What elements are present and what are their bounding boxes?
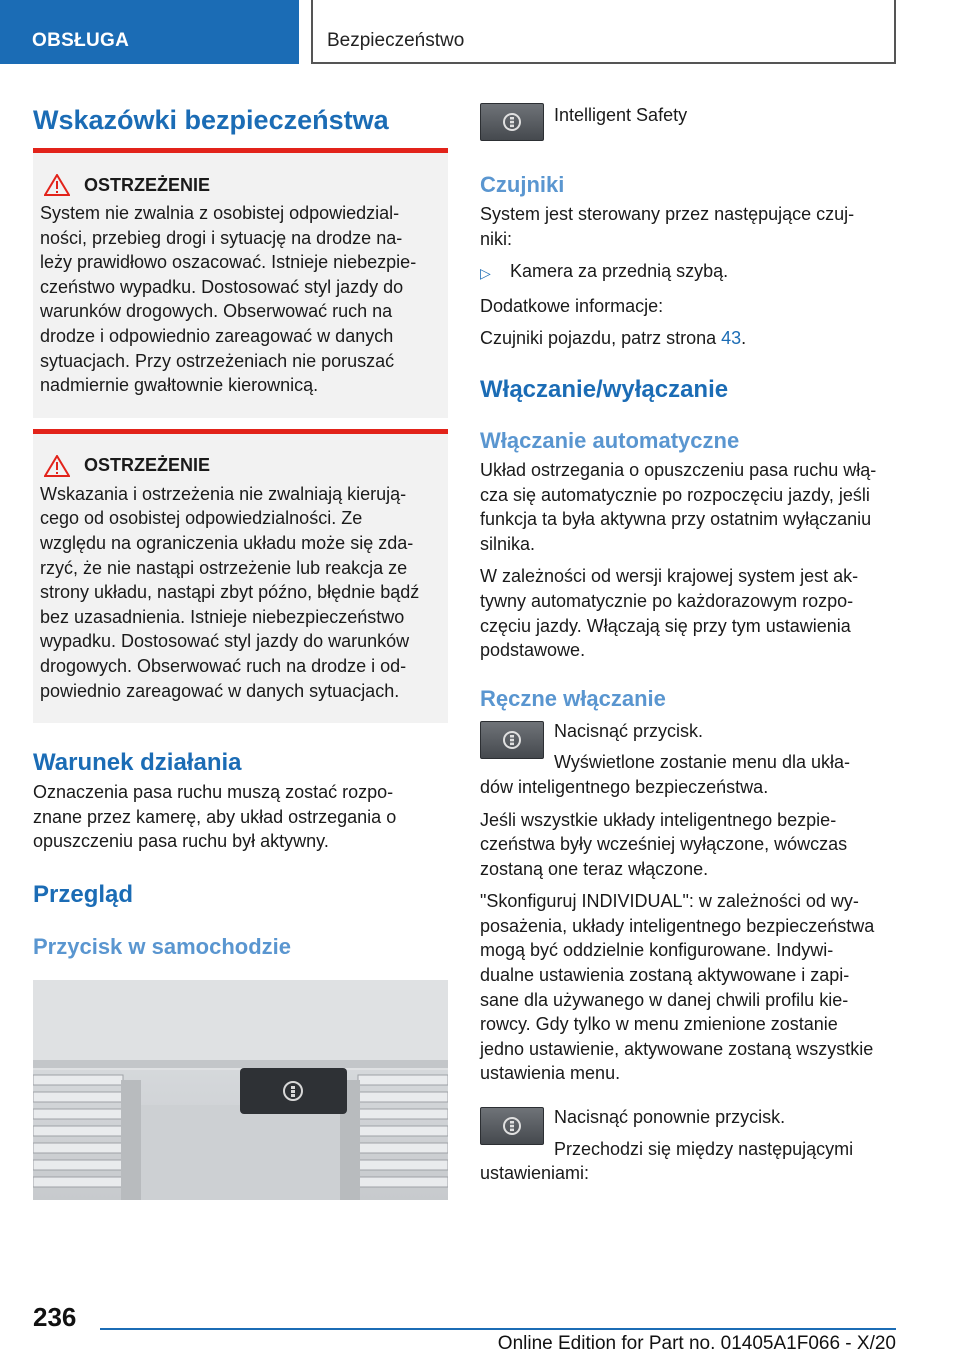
- intelligent-safety-button-image: [480, 1107, 544, 1145]
- text-line: "Skonfiguruj INDIVIDUAL": w zależności od wy-: [480, 891, 859, 912]
- text-line: opuszczeniu pasa ruchu był aktywny.: [33, 831, 329, 852]
- reference-end: .: [741, 328, 747, 349]
- text-line: znane przez kamerę, aby układ ostrzegania o: [33, 806, 397, 827]
- text-line: posażenia, układy inteligentnego bezpieczeństwa: [480, 915, 875, 936]
- text-line: strony układu, nastąpi zbyt późno, błędnie bądź: [40, 582, 420, 603]
- text-line: funkcja ta była aktywna przy ostatnim wyłączaniu: [480, 509, 872, 530]
- text-line: sytuacjach. Przy ostrzeżeniach nie poruszać: [40, 350, 395, 371]
- sensors-text: [480, 202, 898, 251]
- more-info-label: Dodatkowe informacje:: [480, 295, 664, 316]
- sensors-heading: Czujniki: [480, 172, 565, 197]
- warning-header: [40, 173, 441, 197]
- text-line: względu na ograniczenia układu może się zda-: [40, 532, 414, 553]
- text-line: silnika.: [480, 533, 536, 554]
- car-button-photo: [33, 980, 448, 1200]
- text-line: Przechodzi się między następującymi: [554, 1138, 854, 1159]
- left-column: [33, 100, 448, 1200]
- individual-text: [480, 889, 898, 1086]
- text-line: warunków drogowych. Obserwować ruch na: [40, 301, 393, 322]
- warning-box-2: [33, 429, 448, 723]
- warning-header: [40, 454, 441, 478]
- text-line: rowcy. Gdy tylko w menu zmienione zostanie: [480, 1014, 838, 1035]
- warning-text-2: [40, 482, 441, 703]
- text-line: Układ ostrzegania o opuszczeniu pasa ruchu włą-: [480, 459, 877, 480]
- chapter-tab: [311, 0, 896, 64]
- text-line: dualne ustawienia zostaną aktywowane i zapi-: [480, 965, 850, 986]
- page-number: 236: [33, 1302, 77, 1332]
- section-label: OBSŁUGA: [32, 30, 130, 51]
- bullet-arrow-icon: ▷: [480, 265, 491, 282]
- overview-heading: Przegląd: [33, 880, 134, 908]
- text-line: czeństwa były wcześniej wyłączone, wówczas: [480, 834, 848, 855]
- warning-triangle-icon: [40, 454, 84, 478]
- text-line: System nie zwalnia z osobistej odpowiedzial-: [40, 203, 400, 223]
- text-line: W zależności od wersji krajowej system jest ak-: [480, 566, 859, 587]
- edition-text: Online Edition for Part no. 01405A1F066 - X/20: [497, 1333, 896, 1354]
- section-tab: [0, 0, 299, 64]
- sensor-reference: [480, 326, 898, 351]
- text-line: System jest sterowany przez następujące czuj-: [480, 204, 855, 224]
- text-line: nadmiernie gwałtownie kierownicą.: [40, 375, 319, 396]
- warning-label: OSTRZEŻENIE: [84, 455, 211, 476]
- auto-on-paragraph-2: [480, 564, 898, 662]
- reference-text: Czujniki pojazdu, patrz strona: [480, 328, 722, 349]
- all-on-text: [480, 808, 898, 882]
- intelligent-safety-row: [480, 100, 898, 141]
- text-line: częciu jazdy. Włączają się przy tym ustawienia: [480, 615, 851, 636]
- press-button-text: Nacisnąć przycisk.: [554, 720, 704, 741]
- text-line: ustawieniami:: [480, 1163, 590, 1184]
- right-column: [480, 100, 898, 1186]
- text-line: mogą być oddzielnie konfigurowane. Indywi-: [480, 940, 834, 961]
- text-line: Wyświetlone zostanie menu dla ukła-: [554, 752, 850, 773]
- function-condition-text: [33, 780, 448, 854]
- text-line: sane dla używanego w danej chwili profilu kie-: [480, 989, 849, 1010]
- page-link-43[interactable]: 43: [721, 328, 742, 349]
- text-line: Jeśli wszystkie układy inteligentnego bezpie-: [480, 809, 837, 830]
- chapter-label: Bezpieczeństwo: [327, 30, 465, 51]
- sensors-bullet: [480, 259, 898, 286]
- text-line: wypadku. Dostosować styl jazdy do warunków: [40, 631, 410, 652]
- function-condition-heading: Warunek działania: [33, 749, 242, 777]
- text-line: Wskazania i ostrzeżenia nie zwalniają kierują-: [40, 483, 407, 504]
- button-in-car-heading: Przycisk w samochodzie: [33, 933, 291, 959]
- text-line: ności, przebieg drogi i sytuację na drodze na-: [40, 227, 403, 248]
- text-line: cza się automatycznie po rozpoczęciu jazdy, jeśli: [480, 484, 870, 505]
- text-line: dów inteligentnego bezpieczeństwa.: [480, 776, 769, 797]
- text-line: niki:: [480, 228, 513, 249]
- bullet-text: Kamera za przednią szybą.: [510, 261, 729, 282]
- text-line: drodze i odpowiednio zareagować w danych: [40, 325, 394, 346]
- manual-on-heading: Ręczne włączanie: [480, 685, 666, 711]
- warning-triangle-icon: [40, 173, 84, 197]
- text-line: powiednio zareagować w danych sytuacjach.: [40, 680, 400, 701]
- text-line: czeństwo wypadku. Dostosować styl jazdy do: [40, 276, 404, 297]
- warning-box-1: [33, 148, 448, 418]
- onoff-heading: Włączanie/wyłączanie: [480, 375, 729, 403]
- text-line: Oznaczenia pasa ruchu muszą zostać rozpo-: [33, 782, 394, 803]
- text-line: leży prawidłowo oszacować. Istnieje niebezpie-: [40, 252, 417, 273]
- press-button-row: [480, 718, 898, 800]
- text-line: zostaną one teraz włączone.: [480, 858, 709, 879]
- text-line: podstawowe.: [480, 640, 586, 661]
- press-again-text: Nacisnąć ponownie przycisk.: [554, 1107, 786, 1128]
- footer-divider: [100, 1328, 896, 1330]
- text-line: jedno ustawienie, aktywowane zostaną wszystkie: [480, 1038, 874, 1059]
- text-line: ustawienia menu.: [480, 1063, 621, 1084]
- text-line: drogowych. Obserwować ruch na drodze i od-: [40, 655, 407, 676]
- warning-label: OSTRZEŻENIE: [84, 174, 211, 195]
- auto-on-paragraph-1: [480, 458, 898, 556]
- safety-tips-heading: Wskazówki bezpieczeństwa: [33, 105, 389, 135]
- text-line: cego od osobistej odpowiedzialności. Ze: [40, 508, 363, 529]
- text-line: rzyć, że nie nastąpi ostrzeżenie lub reakcja ze: [40, 557, 408, 578]
- text-line: bez uzasadnienia. Istnieje niebezpieczeństwo: [40, 606, 405, 627]
- text-line: tywny automatycznie po każdorazowym rozpo-: [480, 590, 854, 611]
- intelligent-safety-button-image: [480, 103, 544, 141]
- intelligent-safety-label: Intelligent Safety: [554, 105, 688, 125]
- auto-on-heading: Włączanie automatyczne: [480, 427, 740, 453]
- intelligent-safety-button-image: [480, 721, 544, 759]
- press-again-row: [480, 1104, 898, 1186]
- warning-text-1: [40, 201, 441, 398]
